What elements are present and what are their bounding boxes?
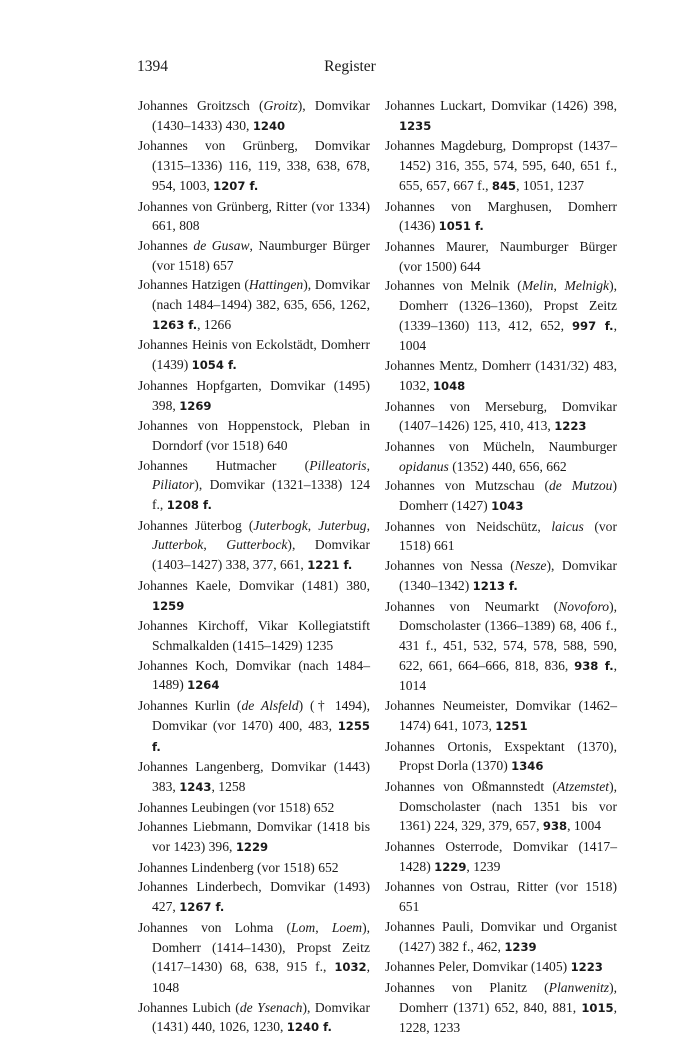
entry-text: Johannes von Marghusen, Domherr (1436) [385,198,617,234]
register-entry [385,978,617,1038]
entry-main-reference: 1251 [495,718,528,733]
entry-main-reference: 1048 [432,378,466,393]
register-entry [138,197,370,236]
entry-main-reference: 997 f. [571,318,614,333]
entry-text: , 1048 [152,959,370,995]
entry-text: , [366,517,370,533]
register-entry [138,998,370,1038]
entry-text: ), Domscholaster (nach 1351 bis vor 1361) 224, 329, 379, 657, [399,778,617,834]
register-entry [385,276,617,356]
entry-text: Johannes Kirchoff, Vikar Kollegiatstift Schmalkalden (1415–1429) 1235 [138,618,370,653]
entry-text: Johannes Linderbech, Domvikar (1493) 427, [138,879,370,915]
register-entry [138,696,370,757]
register-entry [385,476,617,516]
register-entry [138,416,370,455]
entry-text: ), Domherr (1326–1360), Propst Zeitz (1339–1360) 113, 412, 652, [399,278,618,333]
entry-text: ), Domscholaster (1366–1389) 68, 406 f., 431 f., 451, 532, 574, 578, 588, 590, 622, 661, 664–666, 818, 836, [399,598,617,673]
register-entry [138,576,370,616]
entry-text: Johannes Heinis von Eckolstädt, Domherr (1439) [138,337,370,373]
entry-main-reference: 1032 [334,960,367,975]
register-entry [138,798,370,818]
entry-text: ), Domvikar (1321–1338) 124 f., [152,477,370,513]
entry-text: Johannes Osterrode, Domvikar (1417–1428) [385,839,617,874]
entry-text: ), Domvikar (1340–1342) [399,558,617,593]
register-entry [385,517,617,556]
register-entry [138,236,370,275]
entry-text: , Naumburger Bürger (vor 1518) 657 [152,237,371,273]
entry-text: , 1266 [197,316,232,332]
entry-text: Johannes Luckart, Domvikar (1426) 398, [385,98,617,113]
entry-text: Johannes Neumeister, Domvikar (1462–1474) 641, 1073, [385,698,617,733]
entry-text: Johannes Hutmacher ( [138,457,310,473]
entry-text: Johannes von Hoppenstock, Pleban in Dorndorf (vor 1518) 640 [138,418,370,453]
entry-main-reference: 1043 [491,499,524,514]
entry-text: Johannes Pauli, Domvikar und Organist (1427) 382 f., 462, [385,918,617,954]
register-entry [385,237,617,276]
entry-text: Johannes Lubich ( [138,999,240,1015]
register-entry [138,858,370,878]
register-entry [138,456,370,516]
entry-main-reference: 845 [491,178,517,193]
entry-main-reference: 1346 [511,759,544,774]
entry-name-variant: Lom [291,919,316,935]
entry-main-reference: 1015 [581,1000,614,1015]
entry-main-reference: 1269 [179,398,212,413]
entry-text: ), Domvikar (1403–1427) 338, 377, 661, [152,537,370,573]
entry-text: , 1228, 1233 [399,999,617,1036]
entry-text: , [307,517,319,533]
entry-name-variant: Melnigk [564,278,610,294]
register-entry [138,616,370,655]
register-entry [385,957,617,978]
entry-text: Johannes Langenberg, Domvikar (1443) 383, [138,759,370,794]
register-entry [385,917,617,957]
entry-text: Johannes Hopfgarten, Domvikar (1495) 398, [138,377,370,413]
entry-main-reference: 1263 f. [152,317,198,332]
register-entry [385,136,617,196]
entry-text: ), Domvikar (1430–1433) 430, [152,98,370,133]
entry-main-reference: 1255 f. [152,718,370,754]
entry-text: Johannes Kurlin ( [138,698,242,714]
entry-text: Johannes von Melnik ( [385,278,522,294]
entry-main-reference: 1208 f. [166,498,212,513]
entry-text: , 1239 [466,858,501,874]
entry-main-reference: 1223 [554,419,587,434]
entry-text: , [366,457,370,473]
entry-name-variant: de Alsfeld [241,698,299,714]
entry-text: Johannes von Merseburg, Domvikar (1407–1426) 125, 410, 413, [385,398,617,434]
entry-name-variant: Melin [521,278,554,294]
entry-name-variant: Atzemstet [556,778,610,794]
entry-name-variant: opidanus [399,458,449,474]
register-entry [138,516,370,576]
entry-main-reference: 1264 [187,678,220,693]
entry-text: Johannes von Grünberg, Ritter (vor 1334) 661, 808 [138,198,370,234]
entry-name-variant: Piliator [152,477,195,493]
entry-name-variant: Pilleatoris [309,457,367,473]
entry-main-reference: 1239 [504,939,537,954]
entry-main-reference: 1259 [152,598,185,613]
register-entry [138,136,370,196]
entry-text: Johannes Leubingen (vor 1518) 652 [138,799,335,815]
entry-main-reference: 1054 f. [191,358,237,373]
entry-text: Johannes Jüterbog ( [138,517,254,533]
register-entry [138,918,370,998]
entry-text: Johannes Magdeburg, Dompropst (1437–1452) 316, 355, 574, 595, 640, 651 f., 655, 657, 667 f., [385,138,617,193]
register-column-right [385,96,617,1038]
entry-text: , 1014 [399,657,617,694]
entry-name-variant: de Ysenach [239,999,303,1015]
register-entry [138,817,370,857]
entry-main-reference: 938 [542,819,568,834]
entry-text: Johannes Ortonis, Exspektant (1370), Propst Dorla (1370) [385,738,617,774]
register-entry [385,737,617,777]
entry-main-reference: 1240 f. [286,1020,332,1035]
entry-text: Johannes Lindenberg (vor 1518) 652 [138,859,339,875]
entry-text: , 1004 [567,818,602,834]
entry-text: Johannes Liebmann, Domvikar (1418 bis vor 1423) 396, [138,819,370,855]
entry-text: Johannes von Grünberg, Domvikar (1315–1336) 116, 119, 338, 638, 678, 954, 1003, [138,138,370,193]
entry-text: Johannes Koch, Domvikar (nach 1484–1489) [138,657,370,693]
entry-name-variant: Novoforo [558,598,610,614]
entry-text: , 1258 [211,778,246,794]
register-entry [385,556,617,596]
entry-text: Johannes [138,237,194,253]
entry-text: Johannes von Neumarkt ( [385,598,559,614]
entry-text: Johannes von Nessa ( [385,558,515,574]
register-entry [385,356,617,396]
entry-text: , 1004 [399,317,617,354]
entry-text: ), Domherr (1371) 652, 840, 881, [399,979,617,1015]
register-entry [385,197,617,237]
entry-text: , [553,278,565,294]
entry-text: Johannes Kaele, Domvikar (1481) 380, [138,577,370,593]
entry-name-variant: de Mutzou [549,478,613,494]
register-entry [138,376,370,416]
register-entry [138,656,370,696]
entry-main-reference: 1243 [179,779,212,794]
entry-main-reference: 1051 f. [438,219,484,234]
entry-text: Johannes von Mutzschau ( [385,478,549,494]
entry-text: Johannes Groitzsch ( [138,98,264,113]
entry-text: ) Domherr (1427) [399,478,618,514]
entry-name-variant: Planwenitz [548,979,610,995]
register-entry [385,877,617,916]
entry-main-reference: 1267 f. [179,900,225,915]
register-entry [385,777,617,837]
entry-name-variant: Hattingen [248,277,304,293]
register-entry [385,397,617,437]
register-entry [385,96,617,136]
entry-text: Johannes von Oßmannstedt ( [385,778,557,794]
entry-text: ), Domherr (1414–1430), Propst Zeitz (1417–1430) 68, 638, 915 f., [152,919,371,975]
register-entry [385,837,617,877]
entry-main-reference: 1229 [434,859,467,874]
entry-name-variant: Nesze [514,558,547,574]
register-entry [138,335,370,375]
entry-name-variant: laicus [551,518,584,534]
entry-name-variant: Groitz [263,98,298,113]
entry-name-variant: Juterbug [318,517,367,533]
entry-text: ), Domvikar (1431) 440, 1026, 1230, [152,999,370,1035]
register-entry [138,275,370,335]
entry-text: , [315,919,332,935]
entry-main-reference: 938 f. [574,658,614,673]
entry-text: Johannes Peler, Domvikar (1405) [385,959,571,975]
entry-name-variant: Gutterbock [226,537,288,553]
register-entry [385,597,617,697]
entry-main-reference: 1240 [252,118,286,133]
entry-text: Johannes von Lohma ( [138,919,292,935]
entry-text: ), Domvikar (nach 1484–1494) 382, 635, 656, 1262, [152,277,370,313]
entry-text: Johannes Hatzigen ( [138,277,249,293]
register-entry [385,696,617,736]
entry-text: (vor 1518) 661 [399,518,617,554]
register-entry [138,96,370,136]
entry-main-reference: 1223 [570,960,603,975]
running-title: Register [324,58,376,75]
entry-text: Johannes von Planitz ( [385,979,549,995]
entry-text: Johannes von Mücheln, Naumburger [385,438,617,454]
entry-name-variant: Juterbogk [253,517,308,533]
entry-text: , [203,537,227,553]
entry-text: , 1051, 1237 [516,177,585,193]
entry-main-reference: 1207 f. [213,178,259,193]
entry-text: Johannes Mentz, Domherr (1431/32) 483, 1032, [385,358,617,393]
entry-text: (1352) 440, 656, 662 [448,458,567,474]
entry-text: Johannes von Ostrau, Ritter (vor 1518) 651 [385,879,617,915]
entry-text: Johannes Maurer, Naumburger Bürger (vor 1500) 644 [385,238,617,274]
entry-name-variant: de Gusaw [193,237,250,253]
register-entry [138,877,370,917]
entry-text: Johannes von Neidschütz, [385,518,552,534]
entry-name-variant: Jutterbok [152,537,204,553]
entry-main-reference: 1235 [399,118,432,133]
page-number: 1394 [137,58,168,75]
register-entry [385,437,617,476]
register-column-left [138,96,370,1038]
entry-main-reference: 1221 f. [307,558,353,573]
entry-main-reference: 1229 [235,840,269,855]
entry-main-reference: 1213 f. [472,578,518,593]
entry-name-variant: Loem [331,919,363,935]
register-entry [138,757,370,797]
entry-text: ) († 1494), Domvikar (vor 1470) 400, 483, [152,698,371,733]
